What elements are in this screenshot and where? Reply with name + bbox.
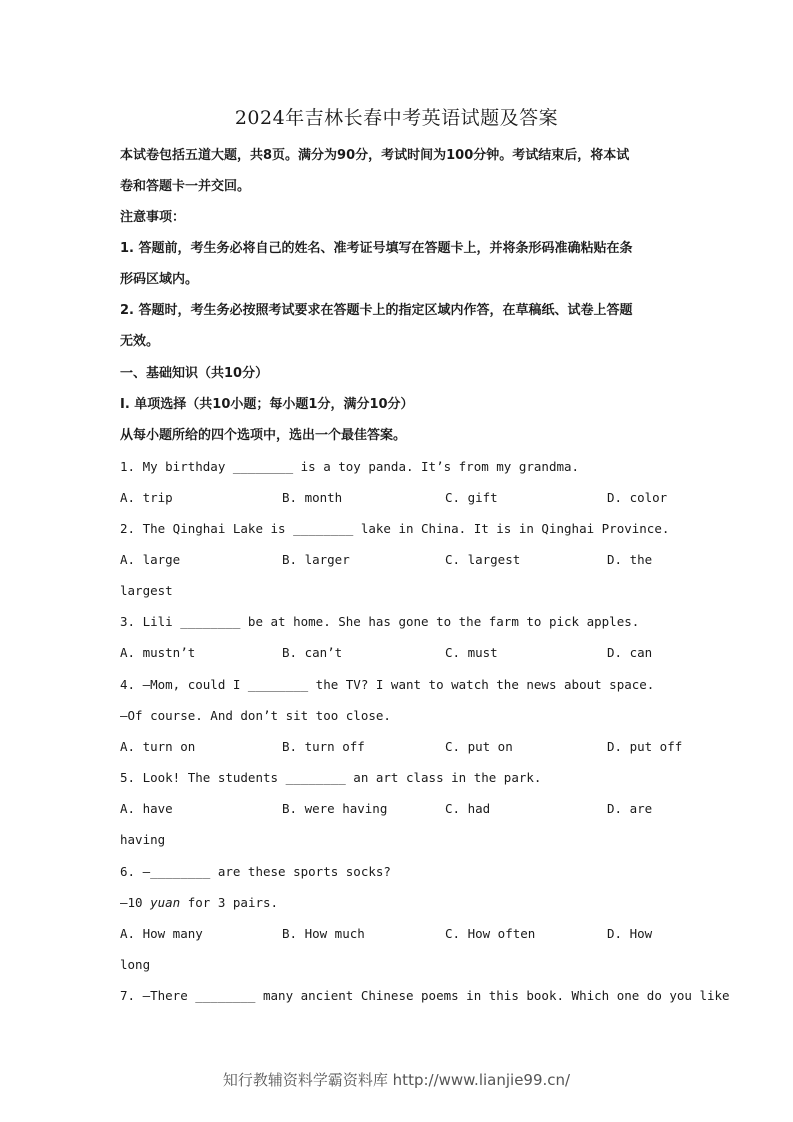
q6-option-c: C. How often (445, 926, 536, 941)
intro-line-2: 卷和答题卡一并交回。 (120, 179, 251, 194)
q6-answer-suffix: for 3 pairs. (180, 895, 279, 910)
question-1-stem: 1. My birthday ________ is a toy panda. It’s from my grandma. (120, 459, 580, 474)
q1-option-d: D. color (607, 490, 668, 505)
question-4-stem: 4. —Mom, could I ________ the TV? I want to watch the news about space. (120, 677, 655, 692)
question-3-stem: 3. Lili ________ be at home. She has gone to the farm to pick apples. (120, 614, 640, 629)
q4-option-d: D. put off (607, 739, 683, 754)
q2-option-a: A. large (120, 552, 181, 567)
question-2-stem: 2. The Qinghai Lake is ________ lake in China. It is in Qinghai Province. (120, 521, 670, 536)
q5-option-c: C. had (445, 801, 491, 816)
q5-option-d-wrap: having (120, 832, 166, 847)
page-title: 2024年吉林长春中考英语试题及答案 (234, 107, 559, 129)
q1-option-c: C. gift (445, 490, 498, 505)
q5-option-a: A. have (120, 801, 173, 816)
q5-option-b: B. were having (282, 801, 388, 816)
q4-option-c: C. put on (445, 739, 513, 754)
page-footer: 知行教辅资料学霸资料库 http://www.lianjie99.cn/ (222, 1071, 571, 1089)
q5-option-d: D. are (607, 801, 653, 816)
note-1-line-1: 1. 答题前，考生务必将自己的姓名、准考证号填写在答题卡上，并将条形码准确粘贴在条 (120, 241, 633, 256)
q2-option-b: B. larger (282, 552, 350, 567)
q2-option-d: D. the (607, 552, 653, 567)
q2-option-c: C. largest (445, 552, 521, 567)
q6-answer-prefix: —10 (120, 895, 151, 910)
question-5-stem: 5. Look! The students ________ an art class in the park. (120, 770, 542, 785)
section-instruction: 从每小题所给的四个选项中，选出一个最佳答案。 (120, 428, 407, 443)
subsection-heading: Ⅰ. 单项选择（共10小题；每小题1分，满分10分） (120, 397, 414, 412)
q6-option-b: B. How much (282, 926, 365, 941)
note-2-line-1: 2. 答题时，考生务必按照考试要求在答题卡上的指定区域内作答，在草稿纸、试卷上答题 (120, 303, 633, 318)
q2-option-d-wrap: largest (120, 583, 173, 598)
question-6-stem: 6. —________ are these sports socks? (120, 864, 391, 879)
question-4-stem-2: —Of course. And don’t sit too close. (120, 708, 391, 723)
q6-option-a: A. How many (120, 926, 203, 941)
q1-option-a: A. trip (120, 490, 173, 505)
section-heading: 一、基础知识（共10分） (120, 366, 269, 381)
question-6-stem-2 (120, 893, 680, 913)
q3-option-d: D. can (607, 645, 653, 660)
question-7-stem: 7. —There ________ many ancient Chinese poems in this book. Which one do you like (120, 988, 730, 1003)
q6-answer-yuan: yuan (150, 895, 181, 910)
intro-line-1: 本试卷包括五道大题，共8页。满分为90分，考试时间为100分钟。考试结束后，将本试 (120, 148, 630, 163)
q3-option-a: A. mustn’t (120, 645, 196, 660)
note-1-line-2: 形码区域内。 (120, 272, 199, 287)
q4-option-b: B. turn off (282, 739, 365, 754)
q1-option-b: B. month (282, 490, 343, 505)
q6-option-d-wrap: long (120, 957, 151, 972)
q3-option-b: B. can’t (282, 645, 343, 660)
q4-option-a: A. turn on (120, 739, 196, 754)
note-2-line-2: 无效。 (120, 334, 160, 349)
notes-heading: 注意事项： (120, 210, 186, 225)
q3-option-c: C. must (445, 645, 498, 660)
q6-option-d: D. How (607, 926, 653, 941)
